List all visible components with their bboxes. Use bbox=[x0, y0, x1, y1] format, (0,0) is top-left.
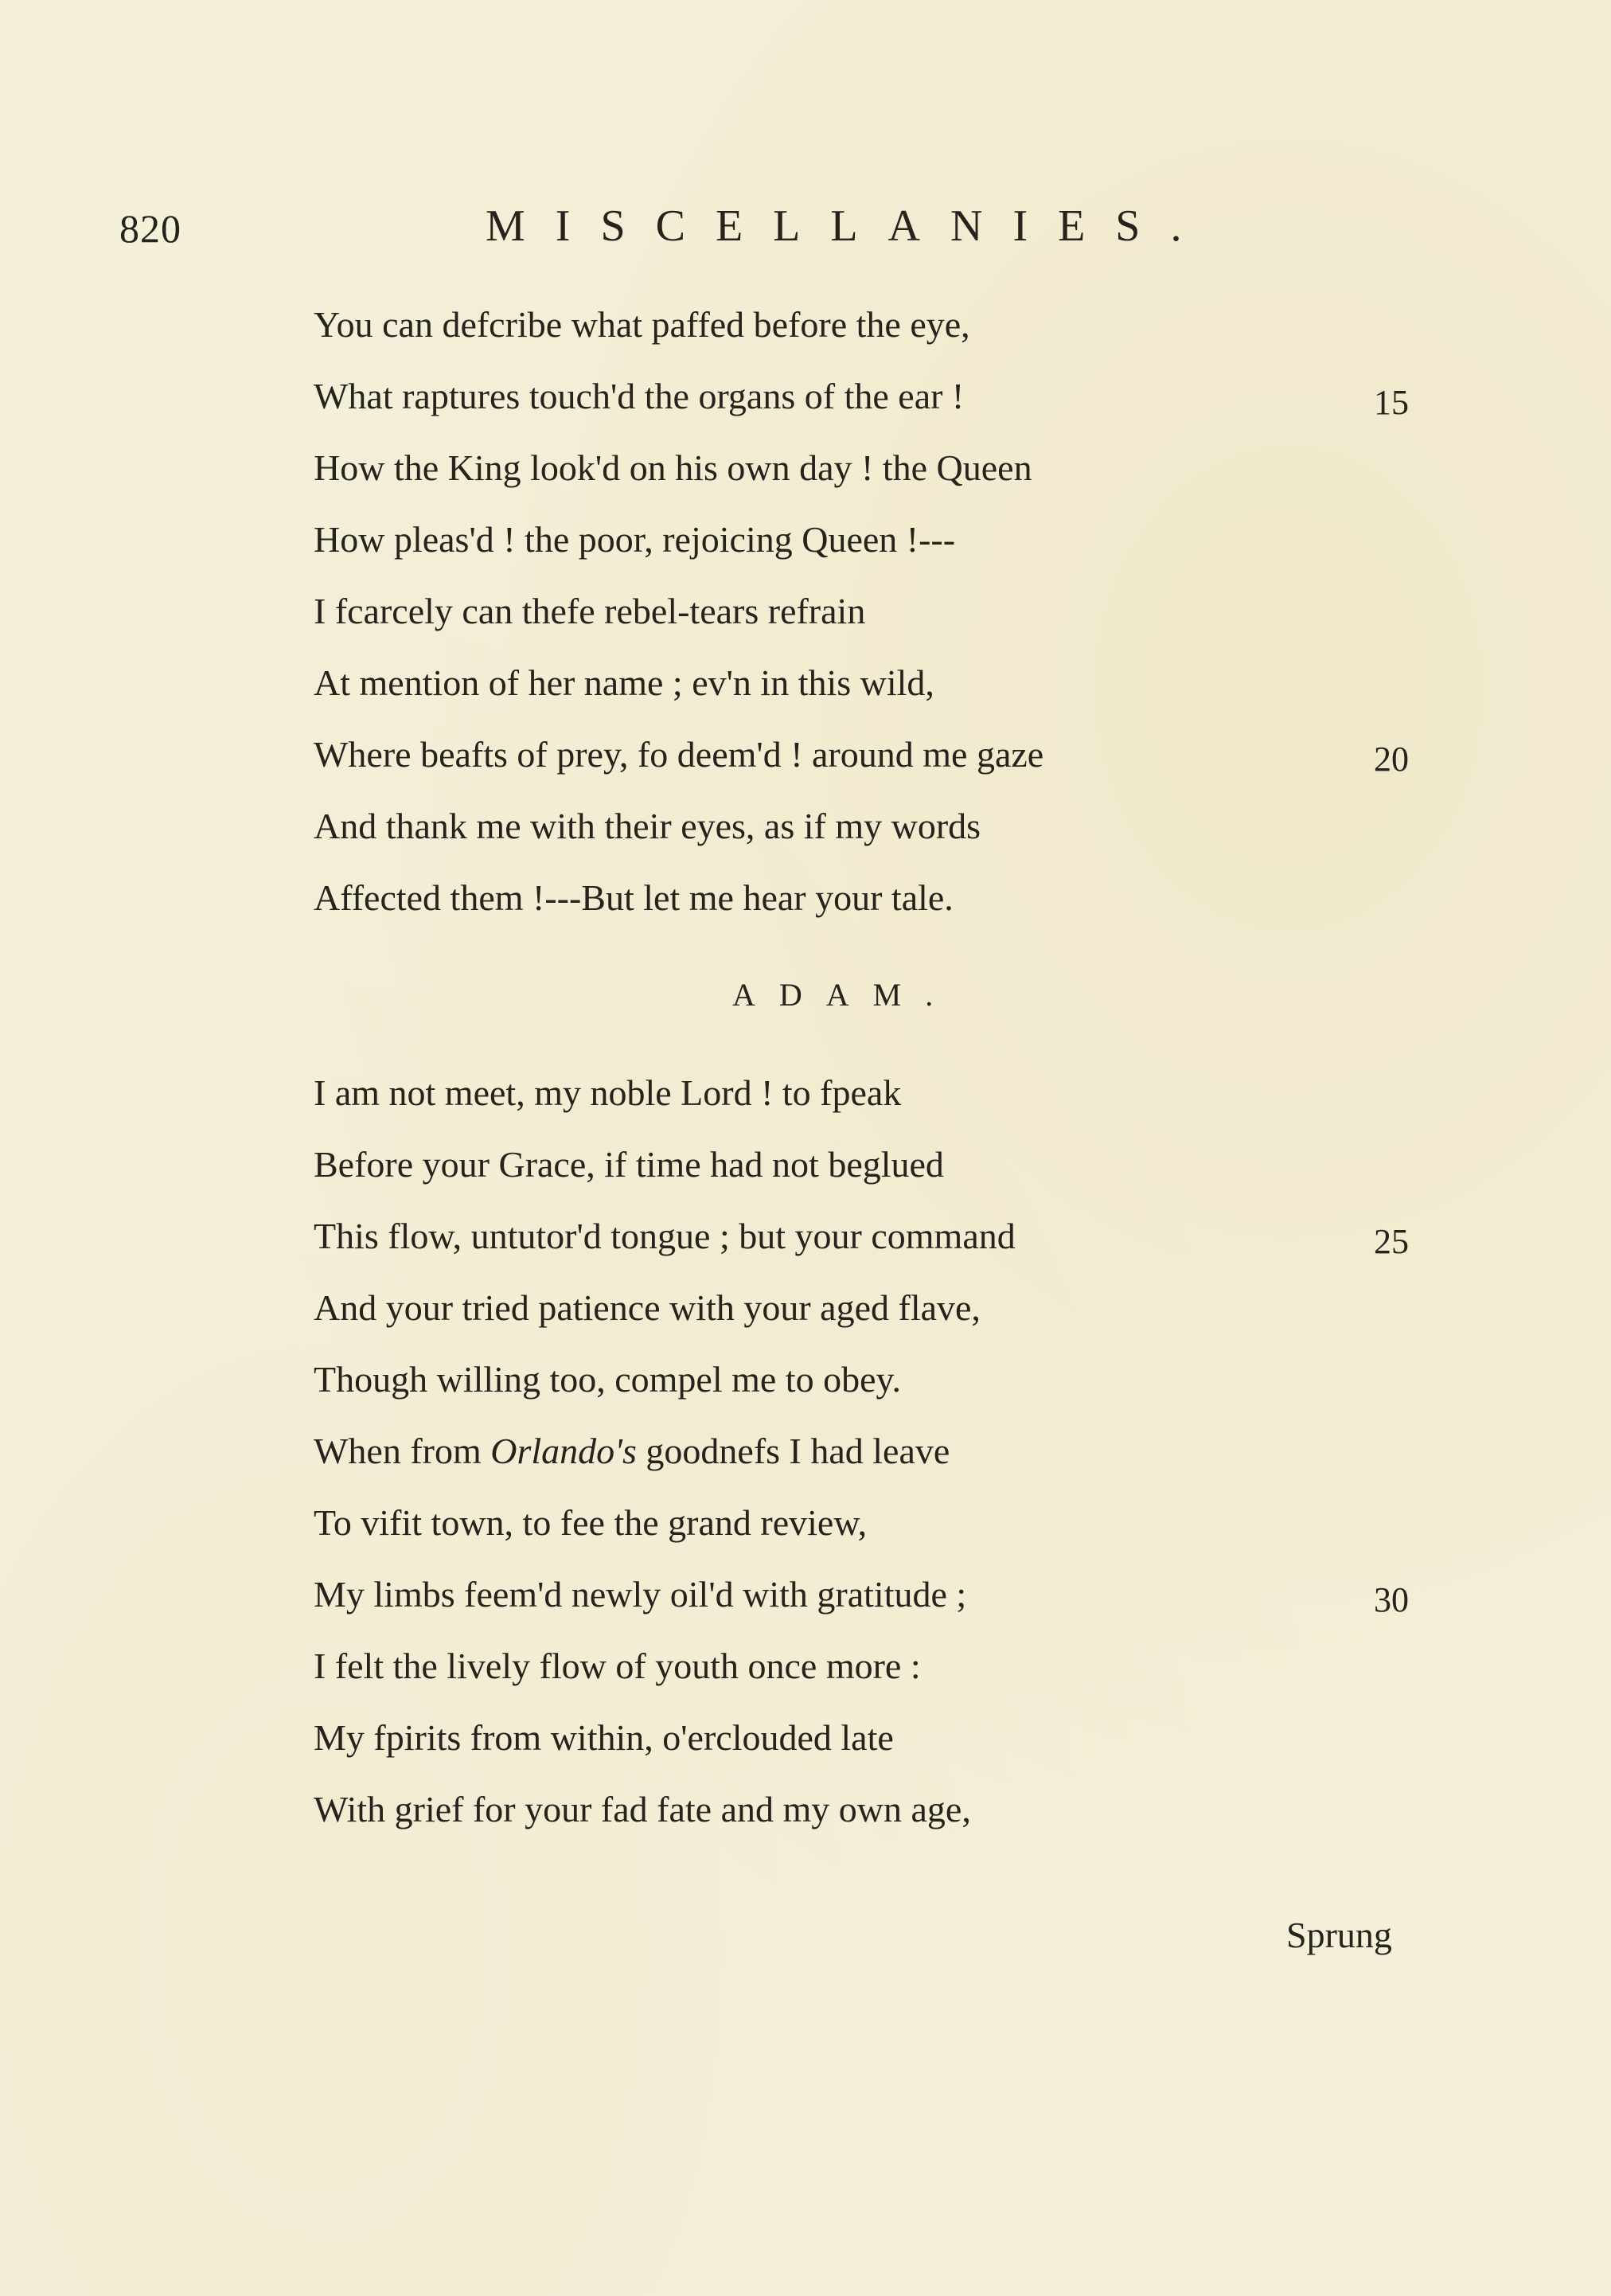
speaker-heading: ADAM. bbox=[732, 977, 958, 1013]
verse-line: To vifit town, to fee the grand review, bbox=[314, 1502, 868, 1543]
verse-line: How pleas'd ! the poor, rejoicing Queen !--- bbox=[314, 519, 956, 560]
verse-line: My fpirits from within, o'erclouded late bbox=[314, 1717, 894, 1758]
verse-line: Though willing too, compel me to obey. bbox=[314, 1359, 902, 1400]
line-number: 20 bbox=[1374, 740, 1409, 779]
verse-line: I felt the lively flow of youth once more : bbox=[314, 1646, 921, 1686]
verse-line: Before your Grace, if time had not beglued bbox=[314, 1144, 944, 1185]
line-number: 15 bbox=[1374, 383, 1409, 422]
verse-line: You can defcribe what paffed before the eye, bbox=[314, 304, 970, 345]
verse-text: When from bbox=[314, 1431, 491, 1471]
verse-line: I fcarcely can thefe rebel-tears refrain bbox=[314, 591, 866, 631]
verse-line: I am not meet, my noble Lord ! to fpeak bbox=[314, 1072, 902, 1113]
line-number: 30 bbox=[1374, 1580, 1409, 1619]
verse-line: Where beafts of prey, fo deem'd ! around me gaze bbox=[314, 734, 1044, 775]
verse-text: goodnefs I had leave bbox=[636, 1431, 950, 1471]
verse-line: My limbs feem'd newly oil'd with gratitude ; bbox=[314, 1574, 967, 1615]
verse-line: Affected them !---But let me hear your tale. bbox=[314, 877, 954, 918]
verse-line-with-italic bbox=[314, 1433, 950, 1470]
verse-line: And your tried patience with your aged flave, bbox=[314, 1287, 981, 1328]
verse-line: And thank me with their eyes, as if my words bbox=[314, 806, 981, 846]
verse-line: What raptures touch'd the organs of the ear ! bbox=[314, 376, 965, 416]
line-number: 25 bbox=[1374, 1222, 1409, 1261]
verse-line: This flow, untutor'd tongue ; but your command bbox=[314, 1216, 1016, 1256]
running-title: MISCELLANIES. bbox=[486, 201, 1212, 251]
italic-name: Orlando's bbox=[490, 1431, 637, 1471]
verse-line: How the King look'd on his own day ! the Queen bbox=[314, 447, 1032, 488]
verse-line: With grief for your fad fate and my own age, bbox=[314, 1789, 971, 1829]
page-number: 820 bbox=[119, 206, 181, 251]
verse-line: At mention of her name ; ev'n in this wild, bbox=[314, 662, 934, 703]
catchword: Sprung bbox=[1286, 1915, 1392, 1955]
